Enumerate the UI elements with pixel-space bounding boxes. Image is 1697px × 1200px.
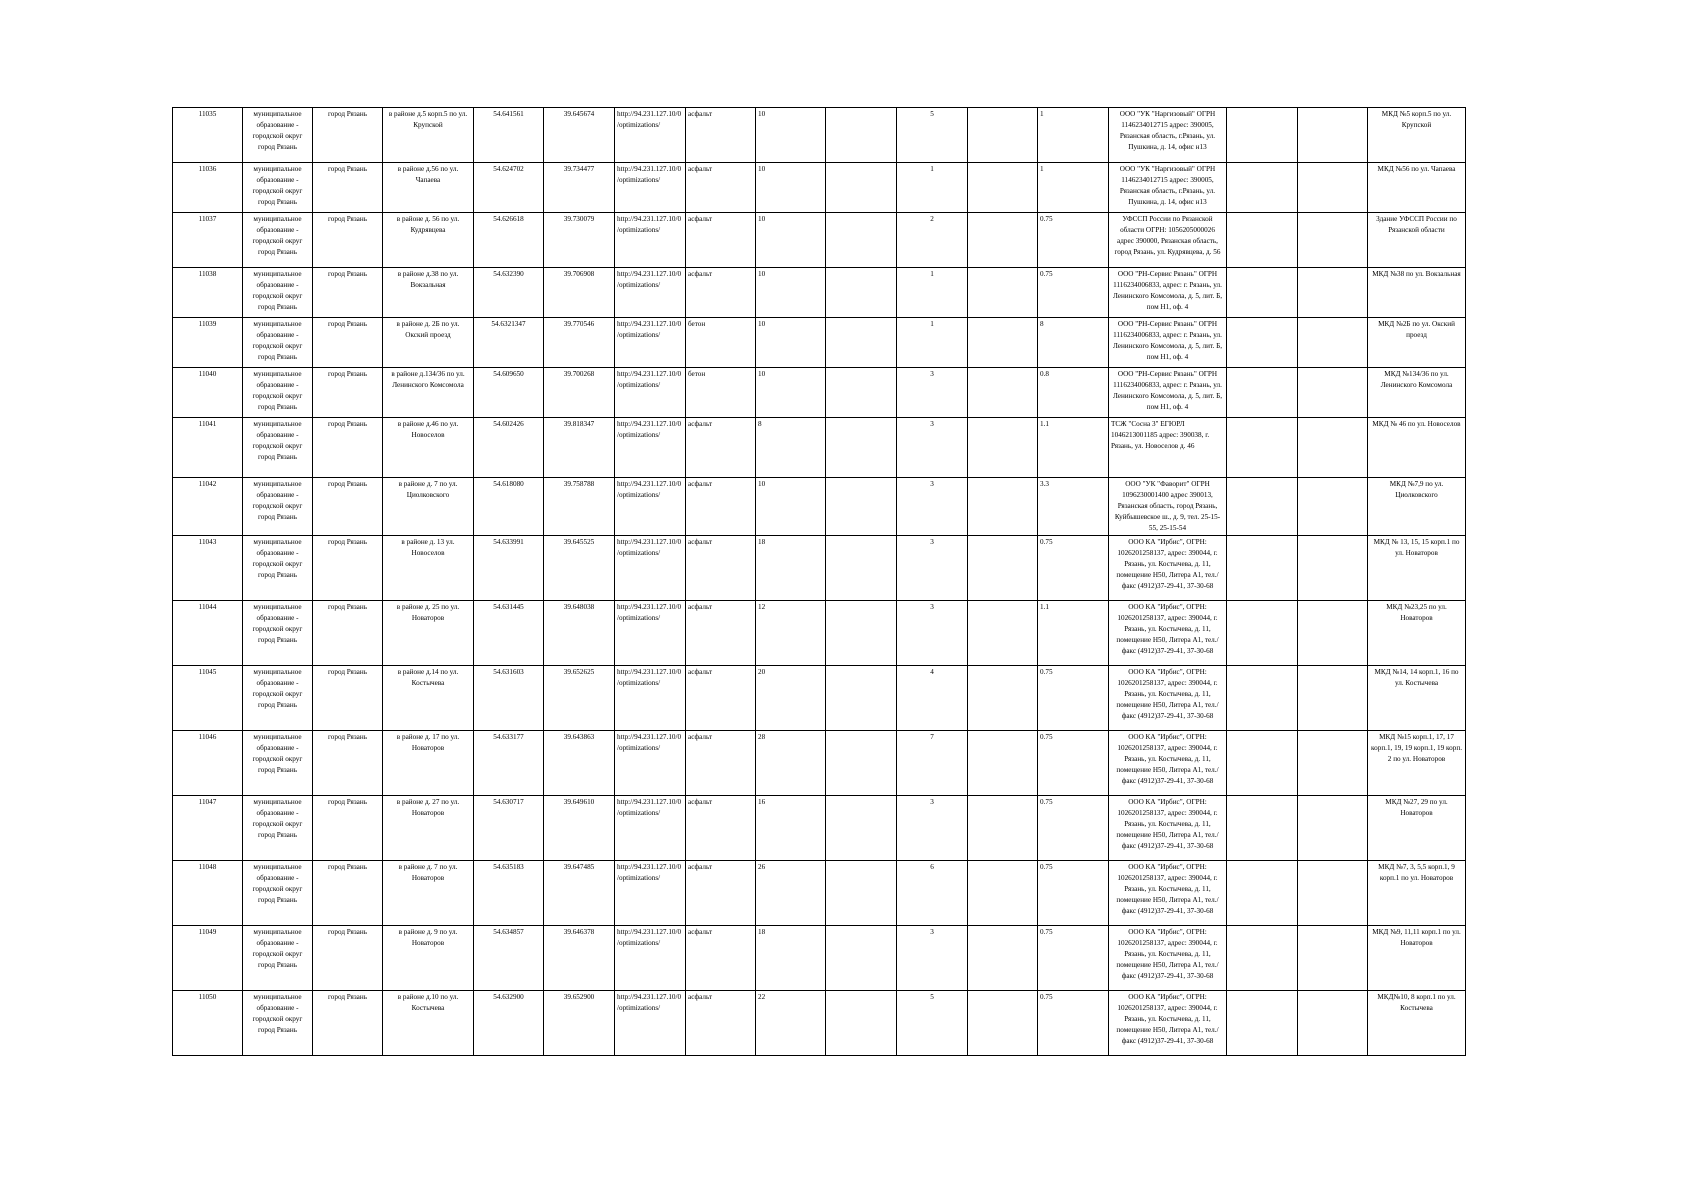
cell-volume: 0.75 bbox=[1038, 926, 1109, 991]
cell-volume: 3.3 bbox=[1038, 478, 1109, 536]
cell-id: 11035 bbox=[173, 108, 243, 163]
cell-volume: 0.75 bbox=[1038, 268, 1109, 318]
cell-empty bbox=[968, 601, 1038, 666]
cell-link[interactable]: http://94.231.127.10/0/optimizations/ bbox=[615, 861, 686, 926]
cell-empty bbox=[968, 268, 1038, 318]
cell-empty bbox=[826, 861, 897, 926]
cell-address: в районе д.56 по ул. Чапаева bbox=[383, 163, 474, 213]
cell-area: 28 bbox=[756, 731, 826, 796]
cell-volume: 1 bbox=[1038, 108, 1109, 163]
table-row bbox=[173, 601, 1466, 666]
cell-latitude: 54.624702 bbox=[474, 163, 544, 213]
cell-link[interactable]: http://94.231.127.10/0/optimizations/ bbox=[615, 478, 686, 536]
cell-surface: асфальт bbox=[686, 861, 756, 926]
table-row bbox=[173, 926, 1466, 991]
cell-longitude: 39.652900 bbox=[544, 991, 615, 1056]
cell-surface: асфальт bbox=[686, 108, 756, 163]
cell-surface: асфальт bbox=[686, 268, 756, 318]
cell-municipality: муниципальное образование - городской округ город Рязань bbox=[243, 213, 313, 268]
cell-empty bbox=[826, 731, 897, 796]
cell-empty bbox=[968, 796, 1038, 861]
cell-longitude: 39.643863 bbox=[544, 731, 615, 796]
cell-area: 12 bbox=[756, 601, 826, 666]
cell-waste-source: МКД № 13, 15, 15 корп.1 по ул. Новаторов bbox=[1368, 536, 1466, 601]
cell-link[interactable]: http://94.231.127.10/0/optimizations/ bbox=[615, 318, 686, 368]
cell-id: 11050 bbox=[173, 991, 243, 1056]
cell-volume: 0.75 bbox=[1038, 731, 1109, 796]
cell-id: 11040 bbox=[173, 368, 243, 418]
cell-empty bbox=[1227, 368, 1298, 418]
cell-address: в районе д. 7 по ул. Циолковского bbox=[383, 478, 474, 536]
cell-empty bbox=[1227, 418, 1298, 478]
table-row bbox=[173, 268, 1466, 318]
table-row bbox=[173, 666, 1466, 731]
cell-id: 11049 bbox=[173, 926, 243, 991]
cell-owner: УФССП России по Рязанской области ОГРН: 1056205000026 адрес 390000, Рязанская область, город Рязань, ул. Кудрявцева, д. 56 bbox=[1109, 213, 1227, 268]
cell-container-count: 1 bbox=[897, 268, 968, 318]
cell-municipality: муниципальное образование - городской округ город Рязань bbox=[243, 991, 313, 1056]
cell-waste-source: МКД №56 по ул. Чапаева bbox=[1368, 163, 1466, 213]
cell-empty bbox=[1298, 163, 1368, 213]
cell-id: 11038 bbox=[173, 268, 243, 318]
cell-empty bbox=[968, 418, 1038, 478]
cell-volume: 0.8 bbox=[1038, 368, 1109, 418]
cell-id: 11043 bbox=[173, 536, 243, 601]
cell-municipality: муниципальное образование - городской округ город Рязань bbox=[243, 418, 313, 478]
register-table bbox=[172, 107, 1466, 1056]
table-row bbox=[173, 108, 1466, 163]
cell-city: город Рязань bbox=[313, 108, 383, 163]
cell-surface: асфальт bbox=[686, 163, 756, 213]
cell-area: 20 bbox=[756, 666, 826, 731]
cell-link[interactable]: http://94.231.127.10/0/optimizations/ bbox=[615, 796, 686, 861]
cell-empty bbox=[1298, 478, 1368, 536]
cell-longitude: 39.645525 bbox=[544, 536, 615, 601]
cell-empty bbox=[968, 213, 1038, 268]
cell-latitude: 54.631603 bbox=[474, 666, 544, 731]
cell-city: город Рязань bbox=[313, 601, 383, 666]
cell-area: 10 bbox=[756, 213, 826, 268]
cell-waste-source: МКД №14, 14 корп.1, 16 по ул. Костычева bbox=[1368, 666, 1466, 731]
cell-address: в районе д. 7 по ул. Новаторов bbox=[383, 861, 474, 926]
cell-owner: ООО "УК "Наргизовый" ОГРН 1146234012715 адрес: 390005, Рязанская область, г.Рязань, ул. Пушкина, д. 14, офис н13 bbox=[1109, 163, 1227, 213]
cell-latitude: 54.633177 bbox=[474, 731, 544, 796]
cell-waste-source: МКД №7,9 по ул. Циолковского bbox=[1368, 478, 1466, 536]
cell-latitude: 54.631445 bbox=[474, 601, 544, 666]
cell-city: город Рязань bbox=[313, 318, 383, 368]
cell-surface: асфальт bbox=[686, 926, 756, 991]
cell-longitude: 39.818347 bbox=[544, 418, 615, 478]
cell-area: 10 bbox=[756, 108, 826, 163]
cell-link[interactable]: http://94.231.127.10/0/optimizations/ bbox=[615, 418, 686, 478]
cell-municipality: муниципальное образование - городской округ город Рязань bbox=[243, 536, 313, 601]
cell-link[interactable]: http://94.231.127.10/0/optimizations/ bbox=[615, 601, 686, 666]
cell-container-count: 1 bbox=[897, 163, 968, 213]
cell-id: 11037 bbox=[173, 213, 243, 268]
cell-area: 18 bbox=[756, 536, 826, 601]
cell-address: в районе д.134/36 по ул. Ленинского Комсомола bbox=[383, 368, 474, 418]
cell-owner: ТСЖ "Сосна 3" ЕГЮРЛ 1046213001185 адрес: 390038, г. Рязань, ул. Новоселов д. 46 bbox=[1109, 418, 1227, 478]
cell-empty bbox=[826, 478, 897, 536]
cell-empty bbox=[1298, 991, 1368, 1056]
cell-surface: асфальт bbox=[686, 536, 756, 601]
cell-container-count: 3 bbox=[897, 926, 968, 991]
cell-owner: ООО "УК "Фаворит" ОГРН 1096230001400 адрес 390013, Рязанская область, город Рязань, Куйбышевское ш., д. 9, тел. 25-15-55, 25-15-54 bbox=[1109, 478, 1227, 536]
table-row bbox=[173, 796, 1466, 861]
cell-city: город Рязань bbox=[313, 731, 383, 796]
cell-link[interactable]: http://94.231.127.10/0/optimizations/ bbox=[615, 163, 686, 213]
cell-empty bbox=[1298, 368, 1368, 418]
cell-empty bbox=[1298, 318, 1368, 368]
cell-owner: ООО КА "Ирбис", ОГРН: 1026201258137, адрес: 390044, г. Рязань, ул. Костычева, д. 11, помещение Н50, Литера А1, тел./факс (4912)37-29-41, 37-30-68 bbox=[1109, 926, 1227, 991]
cell-volume: 8 bbox=[1038, 318, 1109, 368]
cell-latitude: 54.632900 bbox=[474, 991, 544, 1056]
cell-empty bbox=[1298, 213, 1368, 268]
cell-owner: ООО "РН-Сервис Рязань" ОГРН 1116234006833, адрес: г. Рязань, ул. Ленинского Комсомола, д. 5, лит. Б, пом Н1, оф. 4 bbox=[1109, 318, 1227, 368]
cell-surface: асфальт bbox=[686, 666, 756, 731]
cell-container-count: 3 bbox=[897, 368, 968, 418]
cell-municipality: муниципальное образование - городской округ город Рязань bbox=[243, 731, 313, 796]
cell-municipality: муниципальное образование - городской округ город Рязань bbox=[243, 796, 313, 861]
table-row bbox=[173, 418, 1466, 478]
cell-link[interactable]: http://94.231.127.10/0/optimizations/ bbox=[615, 213, 686, 268]
cell-latitude: 54.633991 bbox=[474, 536, 544, 601]
cell-municipality: муниципальное образование - городской округ город Рязань bbox=[243, 926, 313, 991]
cell-latitude: 54.632390 bbox=[474, 268, 544, 318]
cell-id: 11042 bbox=[173, 478, 243, 536]
cell-empty bbox=[1227, 601, 1298, 666]
cell-empty bbox=[968, 536, 1038, 601]
cell-owner: ООО "РН-Сервис Рязань" ОГРН 1116234006833, адрес: г. Рязань, ул. Ленинского Комсомола, д. 5, лит. Б, пом Н1, оф. 4 bbox=[1109, 268, 1227, 318]
cell-empty bbox=[826, 418, 897, 478]
cell-municipality: муниципальное образование - городской округ город Рязань bbox=[243, 666, 313, 731]
cell-empty bbox=[826, 268, 897, 318]
cell-empty bbox=[1227, 478, 1298, 536]
cell-container-count: 2 bbox=[897, 213, 968, 268]
cell-address: в районе д. 27 по ул. Новаторов bbox=[383, 796, 474, 861]
cell-waste-source: МКД №2Б по ул. Окский проезд bbox=[1368, 318, 1466, 368]
cell-address: в районе д.5 корп.5 по ул. Крупской bbox=[383, 108, 474, 163]
cell-waste-source: МКД №5 корп.5 по ул. Крупской bbox=[1368, 108, 1466, 163]
cell-id: 11041 bbox=[173, 418, 243, 478]
cell-longitude: 39.700268 bbox=[544, 368, 615, 418]
cell-volume: 0.75 bbox=[1038, 861, 1109, 926]
cell-area: 10 bbox=[756, 163, 826, 213]
cell-latitude: 54.6321347 bbox=[474, 318, 544, 368]
table-row bbox=[173, 213, 1466, 268]
cell-empty bbox=[826, 368, 897, 418]
cell-area: 18 bbox=[756, 926, 826, 991]
cell-city: город Рязань bbox=[313, 926, 383, 991]
cell-empty bbox=[826, 991, 897, 1056]
cell-empty bbox=[1227, 163, 1298, 213]
cell-container-count: 3 bbox=[897, 536, 968, 601]
cell-latitude: 54.634857 bbox=[474, 926, 544, 991]
cell-id: 11044 bbox=[173, 601, 243, 666]
cell-municipality: муниципальное образование - городской округ город Рязань bbox=[243, 478, 313, 536]
cell-longitude: 39.645674 bbox=[544, 108, 615, 163]
cell-area: 10 bbox=[756, 368, 826, 418]
cell-owner: ООО КА "Ирбис", ОГРН: 1026201258137, адрес: 390044, г. Рязань, ул. Костычева, д. 11, помещение Н50, Литера А1, тел./факс (4912)37-29-41, 37-30-68 bbox=[1109, 796, 1227, 861]
table-row bbox=[173, 318, 1466, 368]
cell-empty bbox=[968, 478, 1038, 536]
table-row bbox=[173, 861, 1466, 926]
cell-container-count: 4 bbox=[897, 666, 968, 731]
cell-area: 10 bbox=[756, 478, 826, 536]
cell-empty bbox=[1227, 666, 1298, 731]
cell-empty bbox=[1298, 601, 1368, 666]
cell-container-count: 3 bbox=[897, 601, 968, 666]
cell-waste-source: МКД № 46 по ул. Новоселов bbox=[1368, 418, 1466, 478]
cell-empty bbox=[1227, 268, 1298, 318]
cell-link[interactable]: http://94.231.127.10/0/optimizations/ bbox=[615, 108, 686, 163]
cell-container-count: 1 bbox=[897, 318, 968, 368]
cell-id: 11046 bbox=[173, 731, 243, 796]
cell-surface: асфальт bbox=[686, 601, 756, 666]
cell-empty bbox=[1227, 318, 1298, 368]
table-body bbox=[173, 108, 1466, 1056]
cell-empty bbox=[968, 163, 1038, 213]
cell-municipality: муниципальное образование - городской округ город Рязань bbox=[243, 861, 313, 926]
cell-waste-source: Здание УФССП России по Рязанской области bbox=[1368, 213, 1466, 268]
cell-address: в районе д.38 по ул. Вокзальная bbox=[383, 268, 474, 318]
cell-empty bbox=[1298, 731, 1368, 796]
cell-waste-source: МКД №15 корп.1, 17, 17 корп.1, 19, 19 корп.1, 19 корп. 2 по ул. Новаторов bbox=[1368, 731, 1466, 796]
cell-address: в районе д. 13 ул. Новоселов bbox=[383, 536, 474, 601]
cell-area: 8 bbox=[756, 418, 826, 478]
table-row bbox=[173, 991, 1466, 1056]
cell-empty bbox=[826, 108, 897, 163]
cell-link[interactable]: http://94.231.127.10/0/optimizations/ bbox=[615, 268, 686, 318]
cell-waste-source: МКД №9, 11,11 корп.1 по ул. Новаторов bbox=[1368, 926, 1466, 991]
cell-area: 26 bbox=[756, 861, 826, 926]
cell-link[interactable]: http://94.231.127.10/0/optimizations/ bbox=[615, 368, 686, 418]
cell-volume: 1.1 bbox=[1038, 418, 1109, 478]
cell-surface: асфальт bbox=[686, 991, 756, 1056]
cell-empty bbox=[1298, 926, 1368, 991]
cell-link[interactable]: http://94.231.127.10/0/optimizations/ bbox=[615, 536, 686, 601]
cell-empty bbox=[1298, 418, 1368, 478]
cell-link[interactable]: http://94.231.127.10/0/optimizations/ bbox=[615, 926, 686, 991]
cell-longitude: 39.649610 bbox=[544, 796, 615, 861]
cell-empty bbox=[1227, 991, 1298, 1056]
cell-owner: ООО "РН-Сервис Рязань" ОГРН 1116234006833, адрес: г. Рязань, ул. Ленинского Комсомола, д. 5, лит. Б, пом Н1, оф. 4 bbox=[1109, 368, 1227, 418]
table-row bbox=[173, 536, 1466, 601]
cell-empty bbox=[968, 108, 1038, 163]
cell-volume: 0.75 bbox=[1038, 796, 1109, 861]
cell-empty bbox=[1298, 268, 1368, 318]
cell-container-count: 3 bbox=[897, 418, 968, 478]
cell-waste-source: МКД №7, 3, 5,5 корп.1, 9 корп.1 по ул. Новаторов bbox=[1368, 861, 1466, 926]
cell-area: 10 bbox=[756, 318, 826, 368]
cell-id: 11047 bbox=[173, 796, 243, 861]
cell-link[interactable]: http://94.231.127.10/0/optimizations/ bbox=[615, 731, 686, 796]
cell-volume: 0.75 bbox=[1038, 536, 1109, 601]
cell-address: в районе д. 25 по ул. Новаторов bbox=[383, 601, 474, 666]
cell-empty bbox=[1227, 796, 1298, 861]
table-row bbox=[173, 163, 1466, 213]
cell-longitude: 39.770546 bbox=[544, 318, 615, 368]
cell-owner: ООО КА "Ирбис", ОГРН: 1026201258137, адрес: 390044, г. Рязань, ул. Костычева, д. 11, помещение Н50, Литера А1, тел./факс (4912)37-29-41, 37-30-68 bbox=[1109, 861, 1227, 926]
cell-city: город Рязань bbox=[313, 213, 383, 268]
cell-volume: 0.75 bbox=[1038, 213, 1109, 268]
cell-municipality: муниципальное образование - городской округ город Рязань bbox=[243, 601, 313, 666]
cell-longitude: 39.652625 bbox=[544, 666, 615, 731]
cell-surface: бетон bbox=[686, 368, 756, 418]
cell-waste-source: МКД №134/36 по ул. Ленинского Комсомола bbox=[1368, 368, 1466, 418]
cell-address: в районе д.46 по ул. Новоселов bbox=[383, 418, 474, 478]
cell-waste-source: МКД №27, 29 по ул. Новаторов bbox=[1368, 796, 1466, 861]
cell-latitude: 54.635183 bbox=[474, 861, 544, 926]
cell-area: 10 bbox=[756, 268, 826, 318]
cell-address: в районе д. 56 по ул. Кудрявцева bbox=[383, 213, 474, 268]
cell-address: в районе д. 17 по ул. Новаторов bbox=[383, 731, 474, 796]
cell-longitude: 39.647485 bbox=[544, 861, 615, 926]
cell-empty bbox=[1227, 926, 1298, 991]
cell-owner: ООО КА "Ирбис", ОГРН: 1026201258137, адрес: 390044, г. Рязань, ул. Костычева, д. 11, помещение Н50, Литера А1, тел./факс (4912)37-29-41, 37-30-68 bbox=[1109, 536, 1227, 601]
cell-address: в районе д.14 по ул. Костычева bbox=[383, 666, 474, 731]
cell-address: в районе д.10 по ул. Костычева bbox=[383, 991, 474, 1056]
table-row bbox=[173, 368, 1466, 418]
cell-empty bbox=[968, 368, 1038, 418]
cell-city: город Рязань bbox=[313, 418, 383, 478]
cell-empty bbox=[1298, 861, 1368, 926]
cell-latitude: 54.618080 bbox=[474, 478, 544, 536]
table-row bbox=[173, 731, 1466, 796]
cell-container-count: 7 bbox=[897, 731, 968, 796]
cell-empty bbox=[826, 536, 897, 601]
cell-empty bbox=[968, 731, 1038, 796]
cell-city: город Рязань bbox=[313, 536, 383, 601]
cell-municipality: муниципальное образование - городской округ город Рязань bbox=[243, 318, 313, 368]
cell-empty bbox=[968, 861, 1038, 926]
cell-empty bbox=[968, 666, 1038, 731]
cell-area: 22 bbox=[756, 991, 826, 1056]
cell-surface: асфальт bbox=[686, 478, 756, 536]
cell-city: город Рязань bbox=[313, 163, 383, 213]
cell-owner: ООО КА "Ирбис", ОГРН: 1026201258137, адрес: 390044, г. Рязань, ул. Костычева, д. 11, помещение Н50, Литера А1, тел./факс (4912)37-29-41, 37-30-68 bbox=[1109, 991, 1227, 1056]
cell-empty bbox=[1298, 666, 1368, 731]
cell-empty bbox=[1298, 536, 1368, 601]
cell-address: в районе д. 9 по ул. Новаторов bbox=[383, 926, 474, 991]
cell-city: город Рязань bbox=[313, 796, 383, 861]
cell-city: город Рязань bbox=[313, 368, 383, 418]
cell-empty bbox=[1227, 731, 1298, 796]
cell-longitude: 39.648038 bbox=[544, 601, 615, 666]
cell-waste-source: МКД№10, 8 корп.1 по ул. Костычева bbox=[1368, 991, 1466, 1056]
cell-empty bbox=[968, 991, 1038, 1056]
cell-surface: асфальт bbox=[686, 731, 756, 796]
cell-id: 11048 bbox=[173, 861, 243, 926]
cell-container-count: 5 bbox=[897, 108, 968, 163]
cell-surface: асфальт bbox=[686, 796, 756, 861]
cell-empty bbox=[826, 318, 897, 368]
cell-municipality: муниципальное образование - городской округ город Рязань bbox=[243, 108, 313, 163]
cell-surface: асфальт bbox=[686, 418, 756, 478]
cell-link[interactable]: http://94.231.127.10/0/optimizations/ bbox=[615, 991, 686, 1056]
cell-area: 16 bbox=[756, 796, 826, 861]
cell-id: 11039 bbox=[173, 318, 243, 368]
cell-volume: 1.1 bbox=[1038, 601, 1109, 666]
cell-municipality: муниципальное образование - городской округ город Рязань bbox=[243, 268, 313, 318]
cell-longitude: 39.646378 bbox=[544, 926, 615, 991]
cell-empty bbox=[1227, 536, 1298, 601]
cell-owner: ООО КА "Ирбис", ОГРН: 1026201258137, адрес: 390044, г. Рязань, ул. Костычева, д. 11, помещение Н50, Литера А1, тел./факс (4912)37-29-41, 37-30-68 bbox=[1109, 666, 1227, 731]
cell-latitude: 54.630717 bbox=[474, 796, 544, 861]
cell-owner: ООО КА "Ирбис", ОГРН: 1026201258137, адрес: 390044, г. Рязань, ул. Костычева, д. 11, помещение Н50, Литера А1, тел./факс (4912)37-29-41, 37-30-68 bbox=[1109, 601, 1227, 666]
cell-city: город Рязань bbox=[313, 268, 383, 318]
cell-volume: 1 bbox=[1038, 163, 1109, 213]
cell-waste-source: МКД №23,25 по ул. Новаторов bbox=[1368, 601, 1466, 666]
cell-empty bbox=[1227, 861, 1298, 926]
cell-city: город Рязань bbox=[313, 666, 383, 731]
cell-city: город Рязань bbox=[313, 478, 383, 536]
cell-owner: ООО КА "Ирбис", ОГРН: 1026201258137, адрес: 390044, г. Рязань, ул. Костычева, д. 11, помещение Н50, Литера А1, тел./факс (4912)37-29-41, 37-30-68 bbox=[1109, 731, 1227, 796]
cell-latitude: 54.602426 bbox=[474, 418, 544, 478]
cell-empty bbox=[1298, 108, 1368, 163]
cell-empty bbox=[826, 666, 897, 731]
cell-waste-source: МКД №38 по ул. Вокзальная bbox=[1368, 268, 1466, 318]
cell-latitude: 54.626618 bbox=[474, 213, 544, 268]
cell-volume: 0.75 bbox=[1038, 666, 1109, 731]
cell-surface: асфальт bbox=[686, 213, 756, 268]
cell-empty bbox=[1227, 108, 1298, 163]
cell-id: 11036 bbox=[173, 163, 243, 213]
cell-city: город Рязань bbox=[313, 861, 383, 926]
cell-empty bbox=[968, 926, 1038, 991]
cell-address: в районе д. 2Б по ул. Окский проезд bbox=[383, 318, 474, 368]
cell-latitude: 54.641561 bbox=[474, 108, 544, 163]
cell-container-count: 5 bbox=[897, 991, 968, 1056]
cell-empty bbox=[1227, 213, 1298, 268]
cell-city: город Рязань bbox=[313, 991, 383, 1056]
cell-empty bbox=[968, 318, 1038, 368]
cell-empty bbox=[1298, 796, 1368, 861]
cell-municipality: муниципальное образование - городской округ город Рязань bbox=[243, 163, 313, 213]
cell-container-count: 3 bbox=[897, 796, 968, 861]
cell-latitude: 54.609650 bbox=[474, 368, 544, 418]
cell-empty bbox=[826, 601, 897, 666]
table-row bbox=[173, 478, 1466, 536]
cell-surface: бетон bbox=[686, 318, 756, 368]
cell-municipality: муниципальное образование - городской округ город Рязань bbox=[243, 368, 313, 418]
cell-empty bbox=[826, 796, 897, 861]
cell-volume: 0.75 bbox=[1038, 991, 1109, 1056]
cell-container-count: 3 bbox=[897, 478, 968, 536]
cell-longitude: 39.730079 bbox=[544, 213, 615, 268]
cell-longitude: 39.706908 bbox=[544, 268, 615, 318]
cell-container-count: 6 bbox=[897, 861, 968, 926]
cell-empty bbox=[826, 213, 897, 268]
cell-longitude: 39.734477 bbox=[544, 163, 615, 213]
cell-id: 11045 bbox=[173, 666, 243, 731]
cell-longitude: 39.758788 bbox=[544, 478, 615, 536]
cell-empty bbox=[826, 926, 897, 991]
cell-owner: ООО "УК "Наргизовый" ОГРН 1146234012715 адрес: 390005, Рязанская область, г.Рязань, ул. Пушкина, д. 14, офис н13 bbox=[1109, 108, 1227, 163]
cell-empty bbox=[826, 163, 897, 213]
cell-link[interactable]: http://94.231.127.10/0/optimizations/ bbox=[615, 666, 686, 731]
